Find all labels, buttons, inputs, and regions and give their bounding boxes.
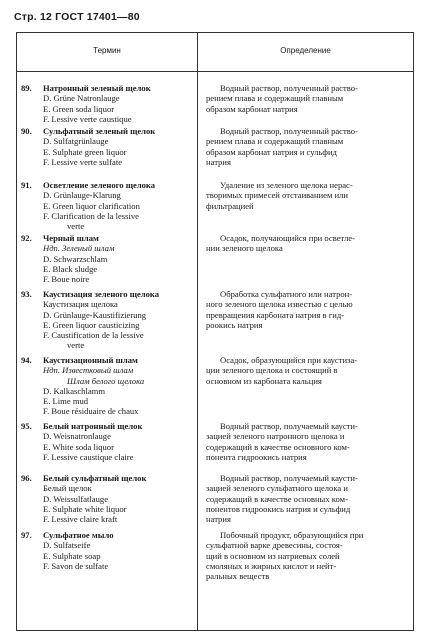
definition-line: зацией зеленого натронного щелока и xyxy=(206,431,345,442)
term-line: E. Sulphate soap xyxy=(43,550,101,561)
term-line: D. Grüne Natronlauge xyxy=(43,93,120,104)
term-title: Каустизация зеленого щелока xyxy=(43,289,160,299)
term-lines xyxy=(43,233,195,284)
definition-line: Осадок, образующийся при каустиза- xyxy=(220,355,358,365)
term-line: F. Lessive claire kraft xyxy=(43,514,118,525)
term-lines xyxy=(43,180,195,231)
term-line: E. Green liquor clarification xyxy=(43,200,140,211)
term-line: F. Clarification de la lessive xyxy=(43,210,139,221)
definition-cell xyxy=(206,233,406,254)
term-line: E. Green liquor causticizing xyxy=(43,319,140,330)
definition-line: Водный раствор, получаемый каусти- xyxy=(220,473,358,483)
definition-line: ного зеленого щелока известью с целью xyxy=(206,299,353,310)
term-line: E. White soda liquor xyxy=(43,441,114,452)
definition-line: творимых примесей отстаиванием или xyxy=(206,190,349,201)
definition-line: образом карбонат натрия и сульфид xyxy=(206,146,337,157)
term-line: D. Schwarzschlam xyxy=(43,253,108,264)
term-title: Сульфатный зеленый щелок xyxy=(43,126,156,136)
entry-number: 89. xyxy=(21,83,32,93)
definition-line: рением плава и содержащий главным xyxy=(206,136,344,147)
term-line: F. Caustification de la lessive xyxy=(43,330,144,341)
entry-number: 94. xyxy=(21,355,32,365)
term-title: Осветление зеленого щелока xyxy=(43,180,156,190)
term-line: Ндп. Известковый шлам xyxy=(43,365,134,376)
column-header-definition: Определение xyxy=(280,46,331,55)
term-line: D. Weisnatronlauge xyxy=(43,431,111,442)
definition-cell xyxy=(206,83,406,114)
definition-line: Обработка сульфатного или натрон- xyxy=(220,289,353,299)
term-line: D. Grünlauge-Kaustifizierung xyxy=(43,309,147,320)
definition-line: фильтрацией xyxy=(206,200,254,211)
definition-line: нии зеленого щелока xyxy=(206,243,283,254)
term-line: Ндп. Зеленый шлам xyxy=(43,243,115,254)
entry-number: 92. xyxy=(21,233,32,243)
column-header-term: Термин xyxy=(93,46,121,55)
term-line: F. Lessive verte sulfate xyxy=(43,156,123,167)
term-line: D. Grünlauge-Klarung xyxy=(43,190,121,201)
term-lines xyxy=(43,83,195,124)
definition-line: смоляных и жирных кислот и нейт- xyxy=(206,560,337,571)
definition-line: основном из карбоната кальция xyxy=(206,375,322,386)
term-title: Белый натронный щелок xyxy=(43,421,143,431)
definition-line: содержащий в качестве основных ком- xyxy=(206,493,348,504)
term-line: E. Sulphate white liquor xyxy=(43,503,127,514)
definition-line: Побочный продукт, образующийся при xyxy=(220,530,364,540)
term-line: D. Weissulfatlauge xyxy=(43,493,109,504)
definition-cell xyxy=(206,421,406,462)
term-title: Натронный зеленый щелок xyxy=(43,83,151,93)
definition-cell xyxy=(206,180,406,211)
term-line: F. Savon de sulfate xyxy=(43,560,109,571)
definition-line: ции зеленого щелока и состоящий в xyxy=(206,365,338,376)
entry-number: 97. xyxy=(21,530,32,540)
definition-line: рением плава и содержащий главным xyxy=(206,93,344,104)
term-line: F. Boue résiduaire de chaux xyxy=(43,406,139,417)
term-lines xyxy=(43,421,195,462)
entry-number: 96. xyxy=(21,473,32,483)
definition-line: сульфатной варке древесины, состоя- xyxy=(206,540,343,551)
term-lines xyxy=(43,473,195,524)
entry-number: 91. xyxy=(21,180,32,190)
term-line: verte xyxy=(67,340,85,351)
term-line: F. Lessive caustique claire xyxy=(43,451,134,462)
term-lines xyxy=(43,355,195,417)
term-line: Шлам белого щелока xyxy=(67,375,145,386)
term-line: E. Black sludge xyxy=(43,263,98,274)
term-lines xyxy=(43,126,195,167)
definition-line: содержащий в качестве основного ком- xyxy=(206,441,350,452)
definition-line: роокись натрия xyxy=(206,319,263,330)
definition-line: натрия xyxy=(206,514,231,525)
term-line: E. Lime mud xyxy=(43,396,89,407)
definition-line: щий в основном из натриевых солей xyxy=(206,550,340,561)
term-lines xyxy=(43,289,195,351)
term-title: Черный шлам xyxy=(43,233,99,243)
entry-number: 90. xyxy=(21,126,32,136)
definition-line: ральных веществ xyxy=(206,571,270,582)
term-title: Сульфатное мыло xyxy=(43,530,114,540)
term-line: F. Lessive verte caustique xyxy=(43,113,132,124)
term-line: E. Green soda liquor xyxy=(43,103,115,114)
term-title: Белый сульфатный щелок xyxy=(43,473,147,483)
term-line: D. Sulfatseife xyxy=(43,540,91,551)
definition-cell xyxy=(206,355,406,386)
definition-cell xyxy=(206,473,406,524)
term-line: D. Sulfatgrünlauge xyxy=(43,136,109,147)
term-line: F. Boue noire xyxy=(43,274,90,285)
definition-line: Водный раствор, полученный раство- xyxy=(220,83,358,93)
definition-line: образом карбонат натрия xyxy=(206,103,298,114)
page-header: Стр. 12 ГОСТ 17401—80 xyxy=(14,11,140,23)
definition-line: превращения карбоната натрия в гид- xyxy=(206,309,345,320)
definition-line: Удаление из зеленого щелока нерас- xyxy=(220,180,353,190)
term-line: verte xyxy=(67,221,85,232)
terms-table xyxy=(16,32,414,631)
definition-line: понентов гидроокись натрия и сульфид xyxy=(206,503,351,514)
entry-number: 95. xyxy=(21,421,32,431)
term-line: Каустизация щелока xyxy=(43,299,118,310)
definition-line: Водный раствор, получаемый каусти- xyxy=(220,421,358,431)
definition-line: натрия xyxy=(206,156,231,167)
term-lines xyxy=(43,530,195,571)
definition-line: зацией зеленого сульфатного щелока и xyxy=(206,483,348,494)
term-line: D. Kalkaschlamm xyxy=(43,385,106,396)
definition-cell xyxy=(206,289,406,330)
definition-line: Водный раствор, полученный раство- xyxy=(220,126,358,136)
definition-line: понента гидроокись натрия xyxy=(206,451,307,462)
definition-cell xyxy=(206,530,406,581)
definition-cell xyxy=(206,126,406,167)
term-title: Каустизационный шлам xyxy=(43,355,138,365)
column-divider xyxy=(197,33,198,630)
term-line: Белый щелок xyxy=(43,483,92,494)
term-line: E. Sulphate green liquor xyxy=(43,146,127,157)
entry-number: 93. xyxy=(21,289,32,299)
table-header-row xyxy=(17,33,413,72)
definition-line: Осадок, получающийся при осветле- xyxy=(220,233,356,243)
